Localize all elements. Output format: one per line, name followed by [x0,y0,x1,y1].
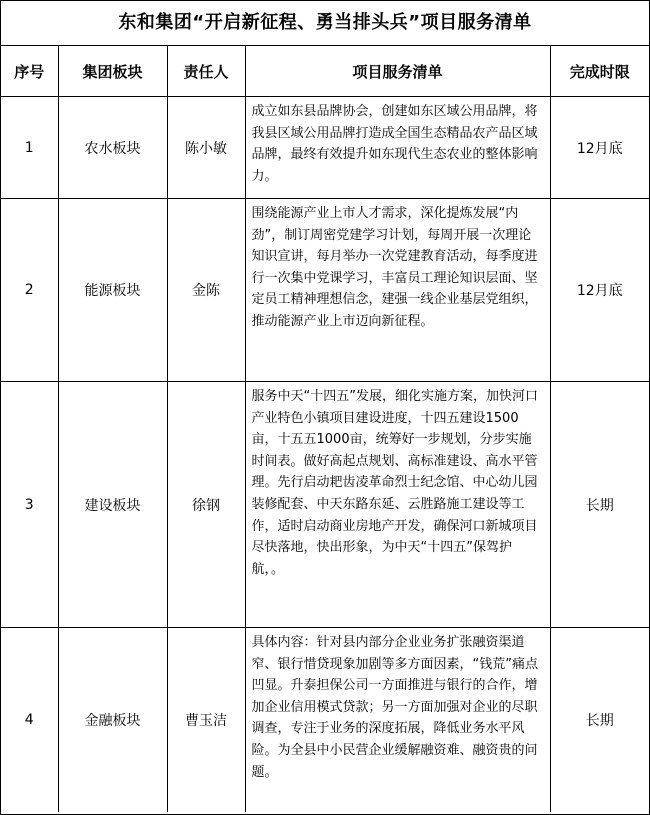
row-sector: 农水板块 [58,97,167,199]
row-owner: 徐钢 [167,382,245,628]
row-sector: 建设板块 [58,382,167,628]
header-index: 序号 [1,46,58,97]
row-services: 围绕能源产业上市人才需求，深化提炼发展“内劲”，制订周密党建学习计划，每周开展一次理论知识宣讲，每月举办一次党建教育活动，每季度进行一次集中党课学习，丰富员工理论知识层面、坚定员工精神理想信念，建强一线企业基层党组织，推动能源产业上市迈向新征程。 [245,199,550,382]
header-services: 项目服务清单 [245,46,550,97]
row-services: 服务中天“十四五”发展，细化实施方案，加快河口产业特色小镇项目建设进度，十四五建设1500亩，十五五1000亩，统筹好一步规划，分步实施时间表。做好高起点规划、高标准建设、高水平管理。先行启动耙齿凌革命烈士纪念馆、中心幼儿园装修配套、中天东路东延、云胜路施工建设等工作，适时启动商业房地产开发，确保河口新城项目尽快落地，快出形象，为中天“十四五”保驾护航，。 [245,382,550,628]
row-index: 4 [1,628,58,812]
row-owner: 陈小敏 [167,97,245,199]
row-sector: 能源板块 [58,199,167,382]
row-index: 1 [1,97,58,199]
service-list-table [1,46,649,812]
row-services: 成立如东县品牌协会，创建如东区域公用品牌，将我县区域公用品牌打造成全国生态精品农产品区域品牌，最终有效提升如东现代生态农业的整体影响力。 [245,97,550,199]
table-row [1,97,649,199]
table-row [1,382,649,628]
row-index: 2 [1,199,58,382]
document-title: 东和集团“开启新征程、勇当排头兵”项目服务清单 [1,1,649,46]
table-row [1,199,649,382]
row-deadline: 12月底 [550,199,649,382]
row-deadline: 长期 [550,628,649,812]
table-header-row [1,46,649,97]
row-services: 具体内容：针对县内部分企业业务扩张融资渠道窄、银行惜贷现象加剧等多方面因素，“钱荒”痛点凹显。升泰担保公司一方面推进与银行的合作，增加企业信用模式贷款；另一方面加强对企业的尽职调查，专注于业务的深度拓展，降低业务水平风险。为全县中小民营企业缓解融资难、融资贵的问题。 [245,628,550,812]
header-sector: 集团板块 [58,46,167,97]
row-owner: 曹玉洁 [167,628,245,812]
row-deadline: 长期 [550,382,649,628]
row-index: 3 [1,382,58,628]
row-sector: 金融板块 [58,628,167,812]
header-owner: 责任人 [167,46,245,97]
row-owner: 金陈 [167,199,245,382]
row-deadline: 12月底 [550,97,649,199]
header-deadline: 完成时限 [550,46,649,97]
table-row [1,628,649,812]
